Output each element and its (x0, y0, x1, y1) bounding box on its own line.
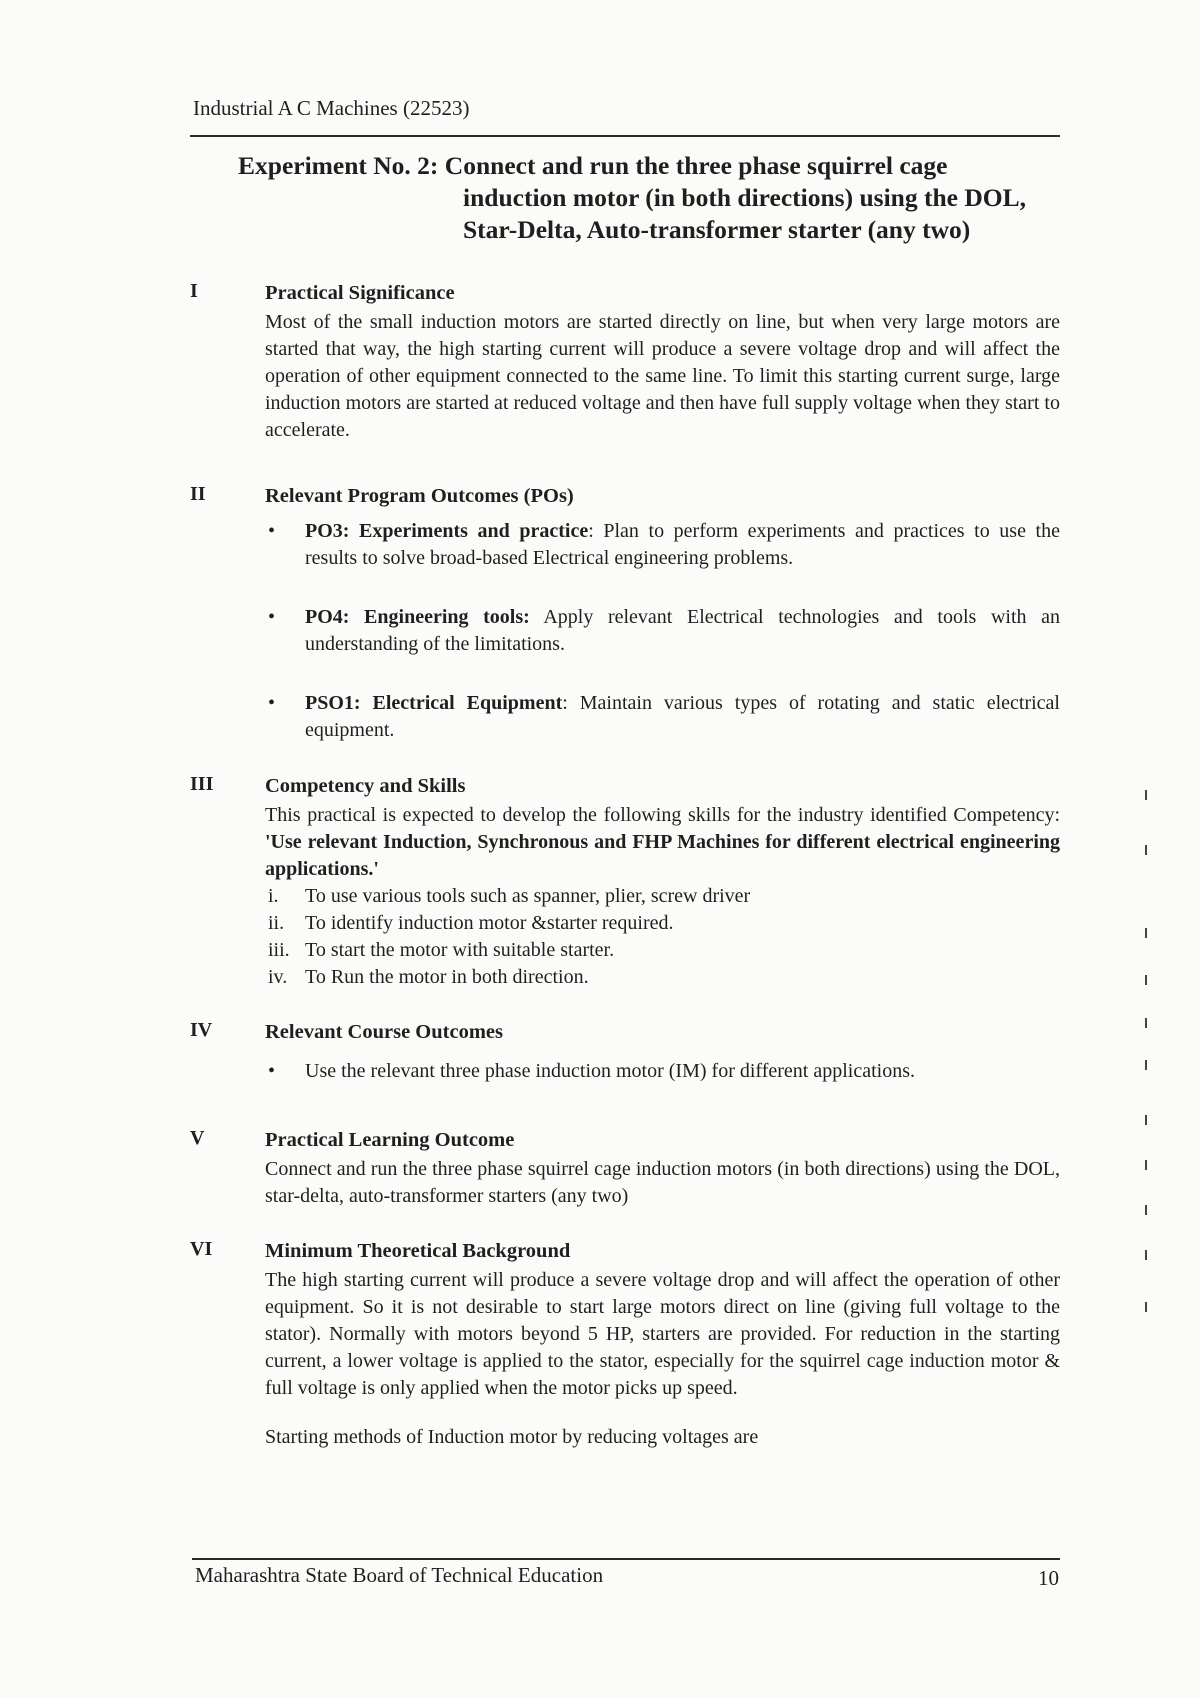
section-title: Relevant Program Outcomes (POs) (265, 485, 574, 507)
section-title: Minimum Theoretical Background (265, 1240, 571, 1262)
skill-text: To identify induction motor &starter required. (305, 912, 674, 934)
competency-statement: 'Use relevant Induction, Synchronous and FHP Machines for different electrical engineering applications.' (265, 831, 1060, 880)
course-outcomes-list (265, 1058, 1060, 1085)
section-title: Practical Learning Outcome (265, 1129, 515, 1151)
list-marker: iii. (268, 939, 290, 961)
list-item (265, 1058, 1060, 1085)
program-outcomes-list (265, 518, 1060, 744)
scan-margin-marks (1145, 790, 1155, 1370)
section-paragraph: Connect and run the three phase squirrel cage induction motors (in both directions) using the DOL, star-delta, auto-transformer starters (any two) (265, 1158, 1060, 1207)
section-number-4: IV (190, 1019, 213, 1041)
outcome-text: Apply relevant Electrical technologies and tools with an understanding of the limitations. (305, 606, 1060, 655)
section-title: Relevant Course Outcomes (265, 1021, 503, 1043)
outcome-label: PO4: Engineering tools: (305, 606, 530, 628)
outcome-separator (530, 606, 544, 628)
outcome-separator: : (562, 692, 580, 714)
footer-board-name: Maharashtra State Board of Technical Education (195, 1563, 604, 1587)
section-paragraph-2: Starting methods of Induction motor by reducing voltages are (265, 1426, 759, 1448)
competency-intro: This practical is expected to develop the following skills for the industry identified Competency: (265, 804, 1060, 826)
section-course-outcomes (265, 1019, 1060, 1085)
title-line-1: Experiment No. 2: Connect and run the three phase squirrel cage (238, 151, 948, 180)
section-paragraph: Most of the small induction motors are started directly on line, but when very large motors are started that way, the high starting current will produce a severe voltage drop and will affect the operation of other equipment connected to the same line. To limit this starting current surge, large induction motors are started at reduced voltage and then have full supply voltage when they start to accelerate. (265, 311, 1060, 441)
list-item (265, 937, 1060, 964)
bullet: • (268, 1060, 276, 1082)
section-learning-outcome (265, 1127, 1060, 1210)
page-number: 10 (1038, 1566, 1059, 1590)
section-number-1: I (190, 280, 198, 302)
section-number-2: II (190, 483, 206, 505)
section-theoretical-background (265, 1238, 1060, 1451)
section-practical-significance (265, 280, 1060, 444)
outcome-label: PSO1: Electrical Equipment (305, 692, 563, 714)
experiment-title (238, 150, 1068, 246)
outcome-text: Maintain various types of rotating and static electrical equipment. (305, 692, 1060, 741)
bullet: • (268, 606, 276, 628)
list-item (265, 910, 1060, 937)
skill-text: To start the motor with suitable starter. (305, 939, 615, 961)
title-line-2: induction motor (in both directions) using the DOL, (463, 183, 1026, 212)
running-header: Industrial A C Machines (22523) (193, 96, 470, 120)
section-number-6: VI (190, 1238, 213, 1260)
section-competency-skills (265, 773, 1060, 991)
skills-list (265, 883, 1060, 991)
footer-rule (192, 1558, 1060, 1560)
section-program-outcomes (265, 483, 1060, 776)
title-line-3: Star-Delta, Auto-transformer starter (any two) (463, 215, 971, 244)
outcome-separator: : (588, 520, 604, 542)
competency-paragraph (265, 802, 1060, 883)
bullet: • (268, 520, 276, 542)
section-title: Practical Significance (265, 282, 455, 304)
section-paragraph: The high starting current will produce a severe voltage drop and will affect the operation of other equipment. So it is not desirable to start large motors direct on line (giving full voltage to the stator). Normally with motors beyond 5 HP, starters are provided. For reduction in the starting current, a lower voltage is applied to the stator, especially for the squirrel cage induction motor & full voltage is only applied when the motor picks up speed. (265, 1269, 1060, 1399)
list-item (265, 518, 1060, 572)
outcome-text: Plan to perform experiments and practices to use the results to solve broad-based Electrical engineering problems. (305, 520, 1060, 569)
list-item (265, 964, 1060, 991)
list-item (265, 883, 1060, 910)
list-marker: ii. (268, 912, 285, 934)
header-rule (190, 135, 1060, 137)
list-marker: iv. (268, 966, 288, 988)
section-number-3: III (190, 773, 214, 795)
list-marker: i. (268, 885, 279, 907)
bullet: • (268, 692, 276, 714)
section-title: Competency and Skills (265, 775, 466, 797)
skill-text: To use various tools such as spanner, plier, screw driver (305, 885, 751, 907)
list-item (265, 604, 1060, 658)
section-number-5: V (190, 1127, 205, 1149)
outcome-label: PO3: Experiments and practice (305, 520, 589, 542)
list-item (265, 690, 1060, 744)
skill-text: To Run the motor in both direction. (305, 966, 589, 988)
outcome-text: Use the relevant three phase induction motor (IM) for different applications. (305, 1060, 915, 1082)
